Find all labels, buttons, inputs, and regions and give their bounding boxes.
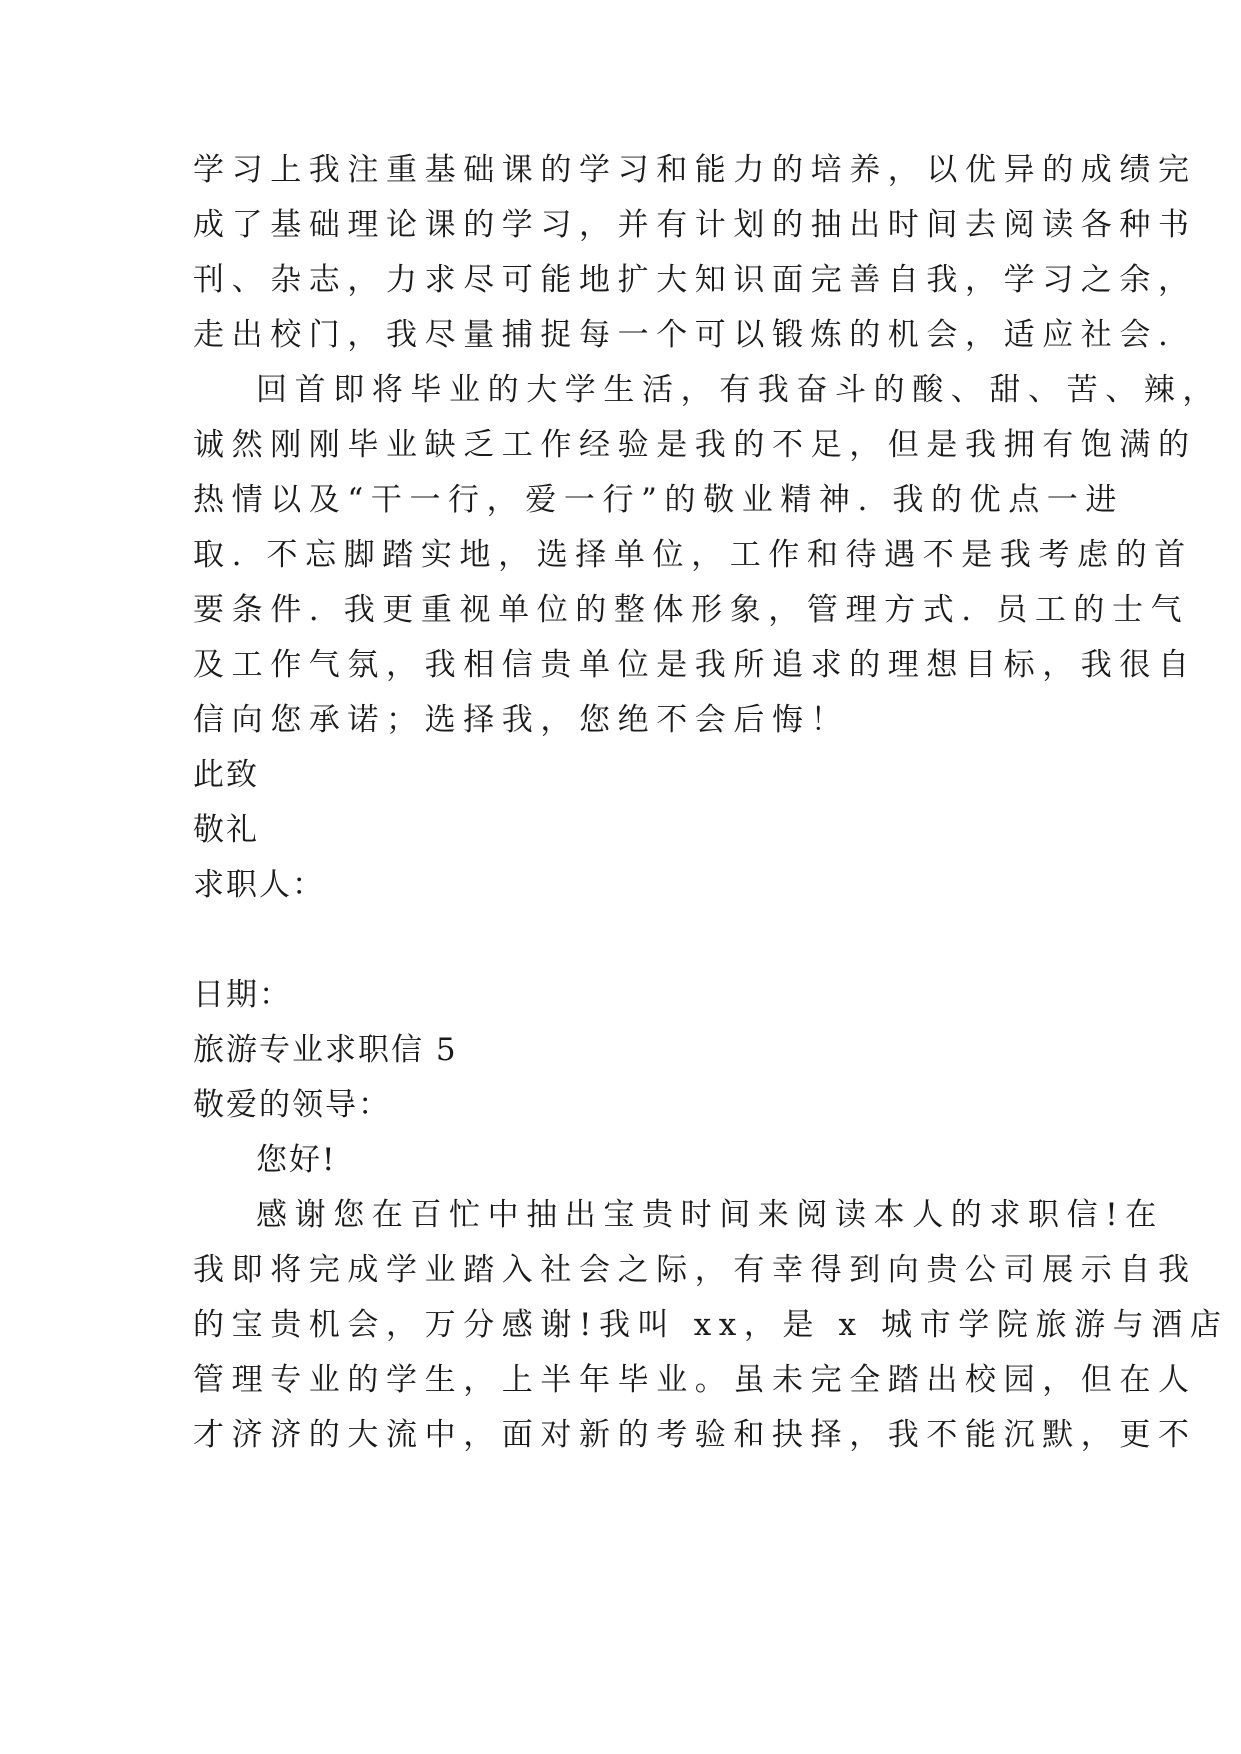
paragraph-2-line-5: 要条件. 我更重视单位的整体形象，管理方式. 员工的士气	[193, 592, 1190, 628]
paragraph-1-line-3: 刊、杂志，力求尽可能地扩大知识面完善自我，学习之余，	[193, 262, 1197, 298]
paragraph-3-line-2: 我即将完成学业踏入社会之际，有幸得到向贵公司展示自我	[193, 1252, 1197, 1288]
paragraph-1-line-4: 走出校门，我尽量捕捉每一个可以锻炼的机会，适应社会.	[193, 317, 1176, 353]
date-label: 日期：	[193, 977, 292, 1013]
letter-title: 旅游专业求职信 5	[193, 1032, 458, 1068]
salutation: 敬爱的领导：	[193, 1087, 391, 1123]
paragraph-2-line-1: 回首即将毕业的大学生活，有我奋斗的酸、甜、苦、辣，	[256, 372, 1221, 408]
paragraph-3-line-3: 的宝贵机会，万分感谢!我叫 xx，是 x 城市学院旅游与酒店	[193, 1307, 1229, 1343]
closing-ci-zhi: 此致	[193, 757, 259, 793]
paragraph-3-line-4: 管理专业的学生，上半年毕业。虽未完全踏出校园，但在人	[193, 1362, 1197, 1398]
applicant-label: 求职人：	[193, 867, 325, 903]
paragraph-2-line-2: 诚然刚刚毕业缺乏工作经验是我的不足，但是我拥有饱满的	[193, 427, 1197, 463]
greeting: 您好!	[256, 1142, 337, 1178]
paragraph-3-line-5: 才济济的大流中，面对新的考验和抉择，我不能沉默，更不	[193, 1417, 1197, 1453]
paragraph-2-line-7: 信向您承诺；选择我，您绝不会后悔！	[193, 702, 850, 738]
closing-jing-li: 敬礼	[193, 812, 259, 848]
paragraph-2-line-3: 热情以及“干一行，爱一行”的敬业精神. 我的优点一进	[193, 482, 1125, 518]
paragraph-2-line-4: 取. 不忘脚踏实地，选择单位，工作和待遇不是我考虑的首	[193, 537, 1193, 573]
paragraph-1-line-1: 学习上我注重基础课的学习和能力的培养，以优异的成绩完	[193, 152, 1197, 188]
paragraph-1-line-2: 成了基础理论课的学习，并有计划的抽出时间去阅读各种书	[193, 207, 1197, 243]
paragraph-3-line-1: 感谢您在百忙中抽出宝贵时间来阅读本人的求职信!在	[256, 1197, 1164, 1233]
paragraph-2-line-6: 及工作气氛，我相信贵单位是我所追求的理想目标，我很自	[193, 647, 1197, 683]
